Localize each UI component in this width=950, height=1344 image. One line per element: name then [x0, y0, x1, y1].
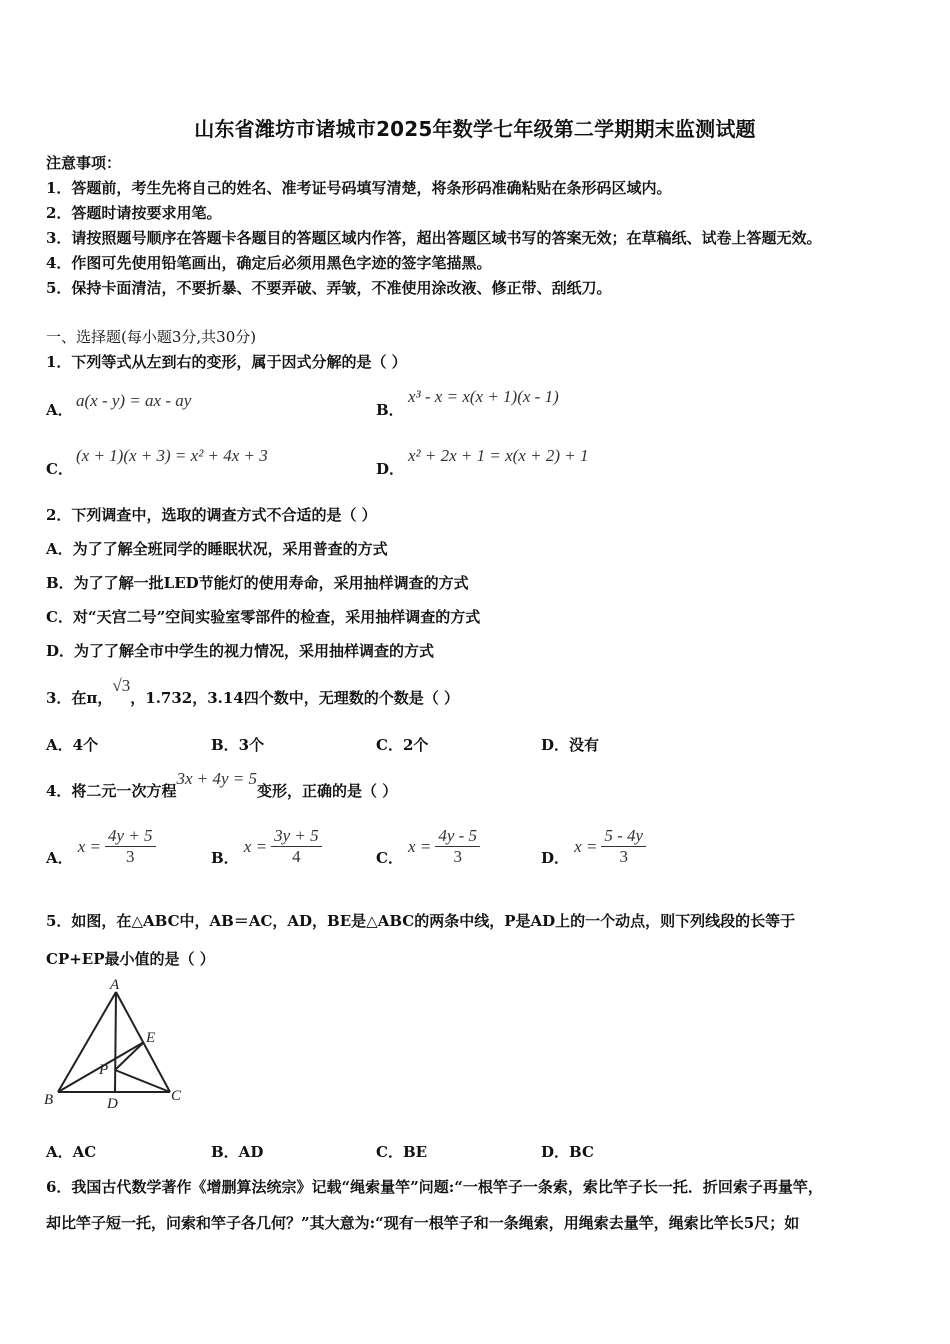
- label-c: C: [171, 1088, 182, 1104]
- q4-d-denominator: 3: [619, 847, 628, 866]
- question-6-line-1: 6．我国古代数学著作《增删算法统宗》记载“绳索量竿”问题:“一根竿子一条索，索比竿子长一托．折回索子再量竿，: [46, 1178, 823, 1196]
- q2-option-b: B．为了了解一批LED节能灯的使用寿命，采用抽样调查的方式: [46, 574, 469, 592]
- question-1-stem: 1．下列等式从左到右的变形，属于因式分解的是（ ）: [46, 353, 407, 371]
- q4-b-numerator: 3y + 5: [271, 826, 322, 847]
- q3-suffix: ，1.732，3.14四个数中，无理数的个数是（ ）: [130, 689, 459, 707]
- triangle-figure: [40, 976, 200, 1116]
- q4-a-numerator: 4y + 5: [105, 826, 156, 847]
- section-heading: 一、选择题(每小题3分,共30分): [46, 328, 257, 346]
- q4-option-d-fraction: [601, 826, 646, 867]
- q2-option-c: C．对“天宫二号”空间实验室零部件的检查，采用抽样调查的方式: [46, 608, 481, 626]
- q4-option-b-label: B．: [211, 849, 239, 867]
- q4-prefix: 4．将二元一次方程: [46, 782, 177, 800]
- q4-b-denominator: 4: [292, 847, 301, 866]
- q4-option-b: [211, 826, 322, 868]
- q1-option-c-expr: (x + 1)(x + 3) = x² + 4x + 3: [76, 446, 268, 465]
- question-4-stem: [46, 769, 398, 801]
- q4-equation: 3x + 4y = 5: [176, 769, 257, 788]
- q4-option-c-lhs: x =: [408, 836, 432, 856]
- q5-option-b: B．AD: [211, 1143, 264, 1161]
- q1-option-a-expr: a(x - y) = ax - ay: [76, 391, 192, 410]
- q4-option-c: [376, 826, 480, 868]
- q4-c-denominator: 3: [453, 847, 462, 866]
- question-5-line-2: CP+EP最小值的是（ ）: [46, 950, 215, 968]
- q4-option-c-label: C．: [376, 849, 403, 867]
- label-b: B: [44, 1092, 54, 1108]
- q4-a-denominator: 3: [126, 847, 135, 866]
- notice-item: 2．答题时请按要求用笔。: [46, 204, 222, 222]
- q3-option-a: A．4个: [46, 736, 99, 754]
- q1-option-b-label: B．: [376, 401, 404, 419]
- question-3-stem: [46, 676, 459, 708]
- question-6-line-2: 却比竿子短一托，问索和竿子各几何？”其大意为:“现有一根竿子和一条绳索，用绳索去量竿，绳索比竿长5尺；如: [46, 1214, 800, 1232]
- label-e: E: [146, 1030, 156, 1046]
- question-2-stem: 2．下列调查中，选取的调查方式不合适的是（ ）: [46, 506, 377, 524]
- label-a: A: [110, 977, 120, 993]
- q1-option-b-expr: x³ - x = x(x + 1)(x - 1): [408, 387, 559, 406]
- q1-option-d-expr: x² + 2x + 1 = x(x + 2) + 1: [408, 446, 589, 465]
- notice-item: 3．请按照题号顺序在答题卡各题目的答题区域内作答，超出答题区域书写的答案无效；在草稿纸、试卷上答题无效。: [46, 229, 822, 247]
- q4-d-numerator: 5 - 4y: [601, 826, 646, 847]
- q4-option-a: [46, 826, 156, 868]
- q5-option-a: A．AC: [46, 1143, 97, 1161]
- q4-option-a-fraction: [105, 826, 156, 867]
- q4-option-a-lhs: x =: [77, 836, 102, 856]
- q4-option-d: [541, 826, 646, 868]
- q4-option-b-fraction: [271, 826, 322, 867]
- segment-ad: [115, 992, 116, 1092]
- notice-item: 5．保持卡面清洁，不要折暴、不要弄破、弄皱，不准使用涂改液、修正带、刮纸刀。: [46, 279, 612, 297]
- q3-sqrt3: √3: [112, 676, 131, 695]
- page-title: 山东省潍坊市诸城市2025年数学七年级第二学期期末监测试题: [194, 117, 756, 141]
- question-5-line-1: 5．如图，在△ABC中，AB＝AC，AD，BE是△ABC的两条中线，P是AD上的一个动点，则下列线段的长等于: [46, 912, 796, 930]
- q4-option-c-fraction: [435, 826, 480, 867]
- q2-option-a: A．为了了解全班同学的睡眠状况，采用普查的方式: [46, 540, 388, 558]
- q1-option-d-label: D．: [376, 460, 405, 478]
- q1-option-c-label: C．: [46, 460, 73, 478]
- notice-heading: 注意事项：: [46, 154, 122, 172]
- label-d: D: [107, 1096, 118, 1112]
- q3-option-c: C．2个: [376, 736, 429, 754]
- q4-c-numerator: 4y - 5: [435, 826, 480, 847]
- q4-option-b-lhs: x =: [243, 836, 268, 856]
- q4-suffix: 变形，正确的是（ ）: [257, 782, 398, 800]
- q4-option-d-label: D．: [541, 849, 570, 867]
- q3-option-b: B．3个: [211, 736, 265, 754]
- notice-item: 1．答题前，考生先将自己的姓名、准考证号码填写清楚，将条形码准确粘贴在条形码区域内。: [46, 179, 672, 197]
- label-p: P: [99, 1062, 109, 1078]
- q4-option-d-lhs: x =: [574, 836, 598, 856]
- segment-pc: [115, 1070, 170, 1092]
- q1-option-a-label: A．: [46, 401, 73, 419]
- notice-item: 4．作图可先使用铅笔画出，确定后必须用黑色字迹的签字笔描黑。: [46, 254, 492, 272]
- q5-option-d: D．BC: [541, 1143, 594, 1161]
- q5-option-c: C．BE: [376, 1143, 428, 1161]
- q3-prefix: 3．在π，: [46, 689, 113, 707]
- q3-option-d: D．没有: [541, 736, 600, 754]
- q4-option-a-label: A．: [46, 849, 73, 867]
- q2-option-d: D．为了了解全市中学生的视力情况，采用抽样调查的方式: [46, 642, 435, 660]
